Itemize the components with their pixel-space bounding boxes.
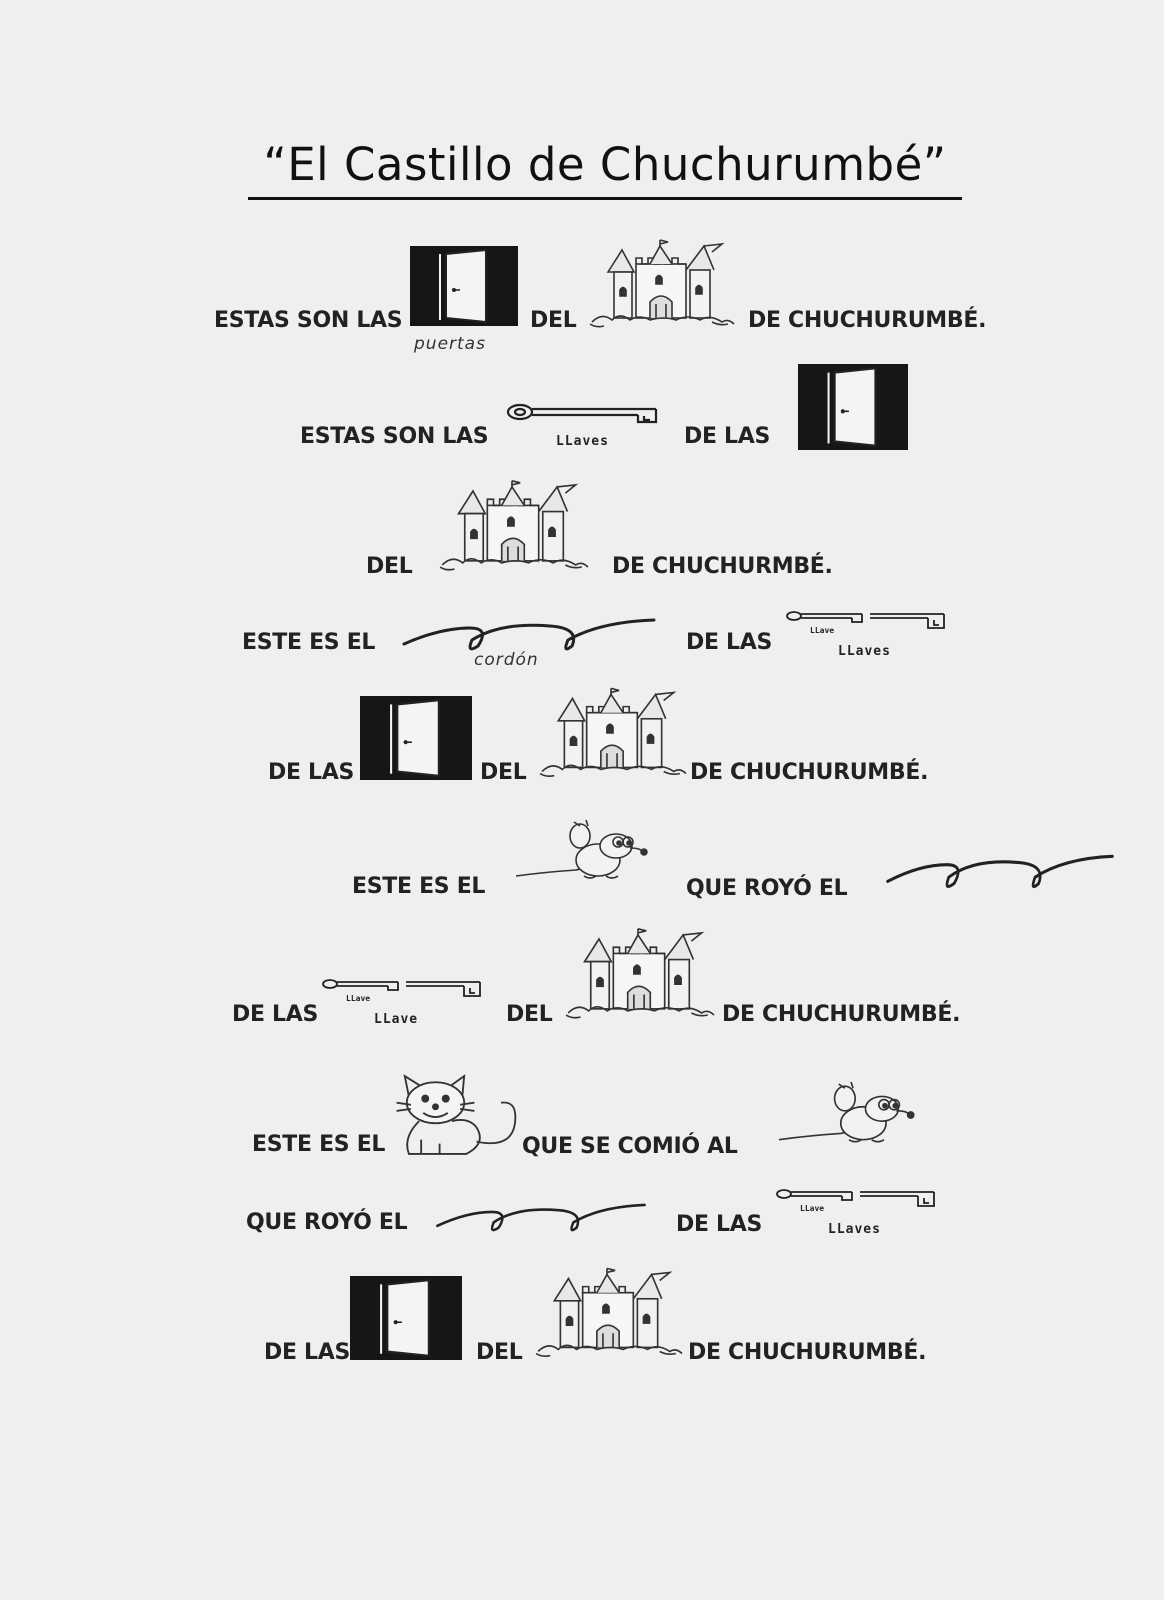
castle-picture: [536, 686, 688, 784]
caption-llaves: LLaves: [838, 644, 891, 659]
title-underline: [248, 197, 962, 200]
text-de-las: DE LAS: [232, 1002, 319, 1027]
caption-llave-small: LLave: [810, 626, 835, 635]
rope-picture: [434, 1198, 648, 1238]
caption-llaves: LLaves: [556, 434, 609, 449]
text-del: DEL: [530, 308, 577, 333]
worksheet-title: “El Castillo de Chuchurumbé”: [263, 138, 947, 191]
castle-picture: [532, 1266, 684, 1364]
caption-puertas: puertas: [414, 334, 486, 354]
caption-llaves: LLaves: [828, 1222, 881, 1237]
text-que-royo-el: QUE ROYÓ EL: [246, 1210, 408, 1235]
text-de-chuchurmbe: DE CHUCHURMBÉ.: [612, 554, 833, 579]
text-de-las: DE LAS: [676, 1212, 763, 1237]
door-picture: [410, 246, 520, 328]
text-este-es-el: ESTE ES EL: [352, 874, 486, 899]
text-de-chuchurumbe: DE CHUCHURUMBÉ.: [690, 760, 929, 785]
text-de-las: DE LAS: [264, 1340, 351, 1365]
text-este-es-el: ESTE ES EL: [252, 1132, 386, 1157]
mouse-picture: [756, 1080, 942, 1152]
text-este-es-el: ESTE ES EL: [242, 630, 376, 655]
text-estas-son-las: ESTAS SON LAS: [300, 424, 489, 449]
castle-picture: [436, 478, 590, 578]
text-de-chuchurumbe: DE CHUCHURUMBÉ.: [722, 1002, 961, 1027]
door-picture: [350, 1276, 462, 1360]
text-del: DEL: [476, 1340, 523, 1365]
door-picture: [798, 364, 908, 450]
castle-picture: [586, 238, 736, 334]
caption-cordon: cordón: [474, 650, 539, 670]
text-de-las: DE LAS: [686, 630, 773, 655]
key-picture: [506, 402, 668, 428]
text-que-royo-el: QUE ROYÓ EL: [686, 876, 848, 901]
text-del: DEL: [480, 760, 527, 785]
caption-llave-small: LLave: [346, 994, 371, 1003]
caption-llave: LLave: [374, 1012, 419, 1027]
text-estas-son-las: ESTAS SON LAS: [214, 308, 403, 333]
rope-picture: [884, 848, 1116, 896]
text-de-chuchurumbe: DE CHUCHURUMBÉ.: [688, 1340, 927, 1365]
text-del: DEL: [506, 1002, 553, 1027]
cat-picture: [392, 1072, 522, 1158]
text-de-las: DE LAS: [268, 760, 355, 785]
text-del: DEL: [366, 554, 413, 579]
text-de-chuchurumbe: DE CHUCHURUMBÉ.: [748, 308, 987, 333]
caption-llave-small: LLave: [800, 1204, 825, 1213]
door-picture: [360, 696, 472, 780]
text-de-las: DE LAS: [684, 424, 771, 449]
castle-picture: [562, 926, 716, 1026]
mouse-picture: [494, 818, 674, 888]
text-que-se-comio-al: QUE SE COMIÓ AL: [522, 1134, 738, 1159]
